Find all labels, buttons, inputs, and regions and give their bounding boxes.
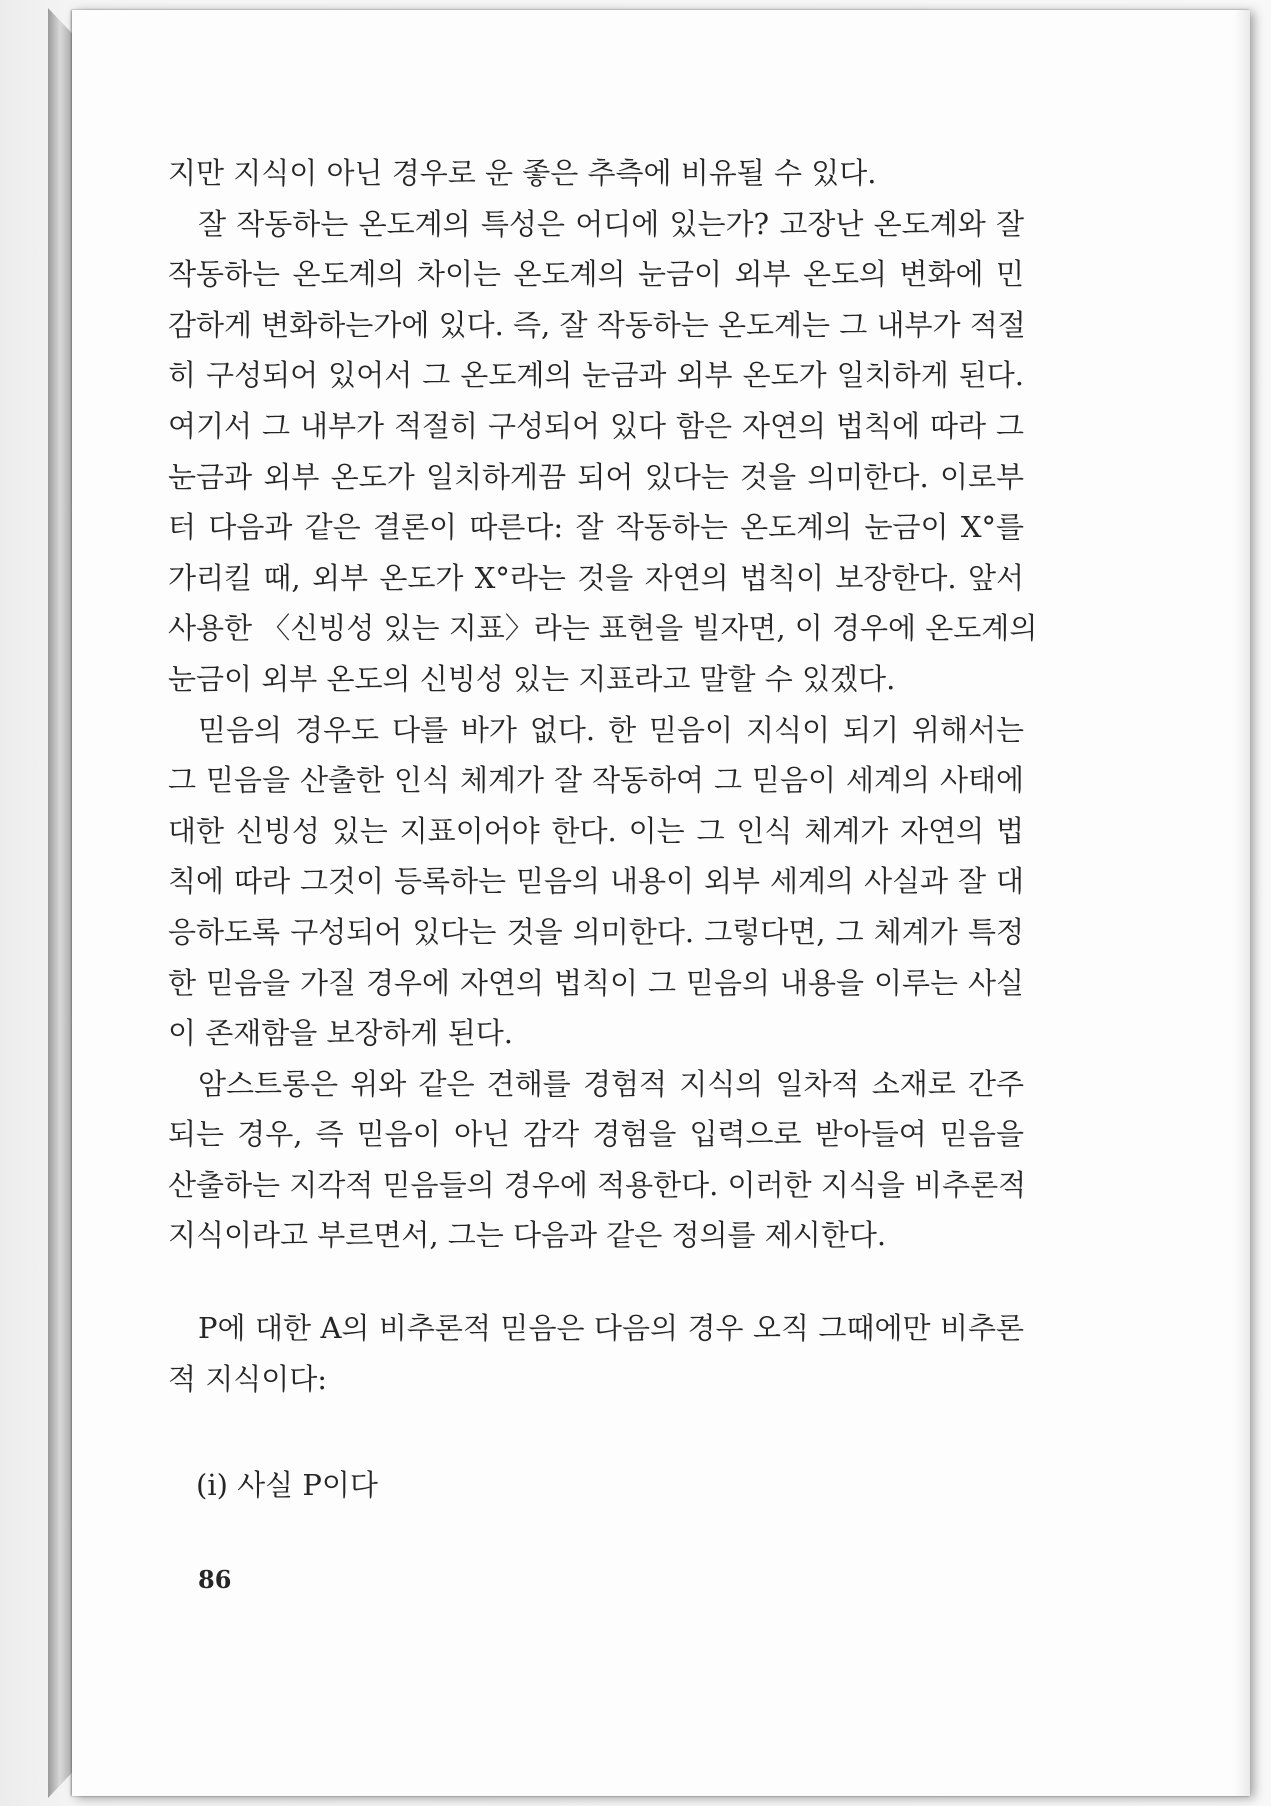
text-line: 감하게 변화하는가에 있다. 즉, 잘 작동하는 온도계는 그 내부가 적절 <box>168 307 1026 342</box>
body-text <box>168 148 1038 1261</box>
text-line: 산출하는 지각적 믿음들의 경우에 적용한다. 이러한 지식을 비추론적 <box>168 1167 1027 1202</box>
page-shadow <box>1234 10 1250 1796</box>
definition-block <box>168 1303 1024 1404</box>
text-line: 여기서 그 내부가 적절히 구성되어 있다 함은 자연의 법칙에 따라 그 <box>168 408 1024 443</box>
definition-line: 적 지식이다: <box>168 1361 328 1396</box>
page-number: 86 <box>198 1565 232 1594</box>
text-line: 믿음의 경우도 다를 바가 없다. 한 믿음이 지식이 되기 위해서는 <box>198 712 1024 747</box>
text-line: 잘 작동하는 온도계의 특성은 어디에 있는가? 고장난 온도계와 잘 <box>198 206 1024 241</box>
text-line: 지식이라고 부르면서, 그는 다음과 같은 정의를 제시한다. <box>168 1218 887 1253</box>
text-line: 가리킬 때, 외부 온도가 X°라는 것을 자연의 법칙이 보장한다. 앞서 <box>168 560 1024 595</box>
text-line: 한 믿음을 가질 경우에 자연의 법칙이 그 믿음의 내용을 이루는 사실 <box>168 965 1024 1000</box>
text-line: 암스트롱은 위와 같은 견해를 경험적 지식의 일차적 소재로 간주 <box>198 1066 1024 1101</box>
text-line: 응하도록 구성되어 있다는 것을 의미한다. 그렇다면, 그 체계가 특정 <box>168 914 1024 949</box>
text-line: 칙에 따라 그것이 등록하는 믿음의 내용이 외부 세계의 사실과 잘 대 <box>168 864 1024 899</box>
text-line: 눈금과 외부 온도가 일치하게끔 되어 있다는 것을 의미한다. 이로부 <box>168 459 1024 494</box>
text-line: 사용한 〈신빙성 있는 지표〉라는 표현을 빌자면, 이 경우에 온도계의 <box>168 611 1038 646</box>
text-line: 그 믿음을 산출한 인식 체계가 잘 작동하여 그 믿음이 세계의 사태에 <box>168 763 1024 798</box>
text-line: 눈금이 외부 온도의 신빙성 있는 지표라고 말할 수 있겠다. <box>168 661 896 696</box>
text-line: 히 구성되어 있어서 그 온도계의 눈금과 외부 온도가 일치하게 된다. <box>168 358 1024 393</box>
text-line: 이 존재함을 보장하게 된다. <box>168 1016 514 1051</box>
text-line: 작동하는 온도계의 차이는 온도계의 눈금이 외부 온도의 변화에 민 <box>168 257 1024 292</box>
text-line: 대한 신빙성 있는 지표이어야 한다. 이는 그 인식 체계가 자연의 법 <box>168 813 1024 848</box>
condition-item: (i) 사실 P이다 <box>196 1468 378 1502</box>
text-line: 터 다음과 같은 결론이 따른다: 잘 작동하는 온도계의 눈금이 X°를 <box>168 510 1024 545</box>
text-line: 지만 지식이 아닌 경우로 운 좋은 추측에 비유될 수 있다. <box>168 156 877 190</box>
text-line: 되는 경우, 즉 믿음이 아닌 감각 경험을 입력으로 받아들여 믿음을 <box>168 1117 1024 1152</box>
definition-line: P에 대한 A의 비추론적 믿음은 다음의 경우 오직 그때에만 비추론 <box>198 1311 1024 1345</box>
